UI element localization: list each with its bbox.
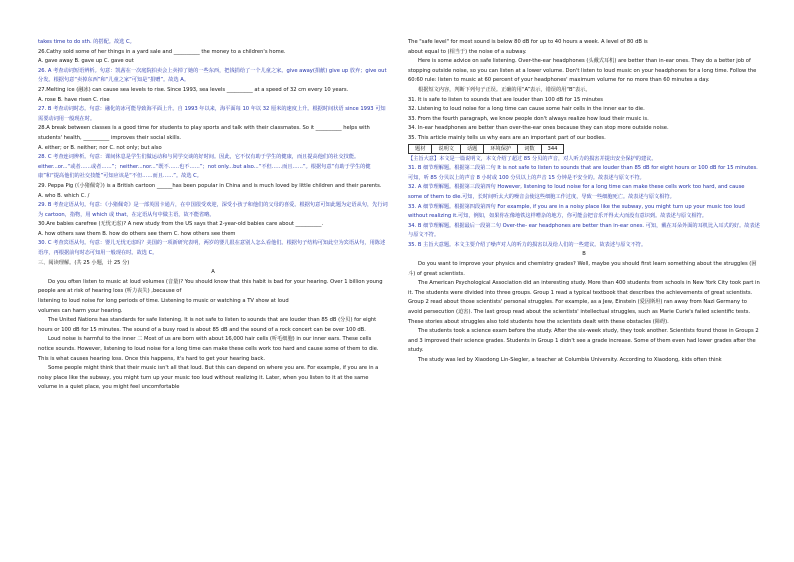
text-paragraph: Do you want to improve your physics and chemistry grades? Well, maybe you should first learn something about the struggles (困斗) of great scientists.: [408, 261, 757, 277]
info-cell: 词数: [518, 144, 541, 153]
info-cell: 环境保护: [484, 144, 518, 153]
text-paragraph: The study was led by Xiaodong Lin-Siegler, a teacher at Columbia University. According to Xiaodong, kids often think: [418, 357, 722, 363]
text-paragraph: takes time to do sth. 的搭配。故选 C。: [38, 39, 135, 45]
info-cell: 题材: [409, 144, 432, 153]
text-paragraph: Loud noise is harmful to the inner 二 Most of us are born with about 16,000 hair cells (听毛细胞) in our inner ears. These cells notice sounds. However, listening to loud noise for a long time can make these cells work too hard and cause some of them to die. This is what causes hearing loss. Once this happens, it's hard to get your hearing back.: [38, 336, 379, 362]
text-paragraph: Some people might think that their music isn't all that loud. But this can depend on where you are. For example, if you are in a noisy place like the subway, you might turn up your music too loud without realizing it. Later, when you listen to it at the same volume in a quiet place, you might feel uncomfortable: [38, 365, 379, 391]
left-column: [38, 38, 388, 393]
text-paragraph: 三、阅读理解。(共 25 小题，计 25 分): [38, 259, 130, 266]
text-paragraph: 32. A 细节理解题。根据第三段第四句 However, listening to loud noise for a long time can make these cells work too hard, and cause some of them to die.可知，长时间听太大的噪音会使这些细胞工作过度，导致一些细胞死亡。故表述与原文相符。: [408, 184, 745, 200]
text-paragraph: 26. A 考查动词短语辨析。句意：凯茜在一次庭院拍卖会上卖掉了她的一些东西，把钱捐给了一个儿童之家。give away(捐献) give up 放弃；give out 分发。根据句意“卖掉东西”和“儿童之家”可知是“捐赠”。故选 A。: [38, 67, 387, 84]
text-paragraph: 35. This article mainly tells us why ears are an important part of our bodies.: [408, 134, 606, 141]
text-paragraph: 27. B 考查动词时态。句意：融化的冰可能导致海平面上升。自 1993 年以来，海平面每 10 年以 32 厘米的速度上升。根据时间状语 since 1993 可知需要动词用一般现在时。: [38, 106, 386, 122]
text-paragraph: 【主旨大意】本文是一篇说明文，本文介绍了超过 85 分贝的声音，对人听力的损害并提出安全保护的建议。: [408, 155, 657, 162]
text-paragraph: 30.Are babies carefree (无忧无虑)? A new study from the US says that 2-year-old babies care about __________.: [38, 221, 324, 228]
text-paragraph: listening to loud noise for long periods of time. Listening to music or watching a TV show at loud: [38, 298, 289, 305]
text-paragraph: The "safe level" for most sound is below 80 dB for up to 40 hours a week. A level of 80 dB is: [408, 39, 648, 45]
text-paragraph: volumes can harm your hearing.: [38, 307, 123, 314]
text-paragraph: A: [211, 269, 215, 276]
info-cell: 说明文: [432, 144, 461, 153]
text-paragraph: 29. Peppa Pig (《小猪佩奇》) is a British cartoon ______has been popular in China and is much loved by little children and their parents.: [38, 182, 382, 189]
text-paragraph: 33. From the fourth paragraph, we know people don't always realize how loud their music is.: [408, 115, 649, 122]
text-paragraph: 33. A 细节理解题。根据第四段第四句 For example, if you are in a noisy place like the subway, you might turn up your music too loud without realizing it.可知，例如，如果你在像地铁这样嘈杂的地方，你可能会把音乐开得太大而没有意识到。故表述与原文相符。: [408, 203, 745, 220]
text-paragraph: 34. In-ear headphones are better than over-the-ear ones because they can stop more outside noise.: [408, 125, 669, 132]
passage-info-table: [408, 144, 564, 154]
text-paragraph: 34. B 细节理解题。根据最后一段第二句 Over-the- ear headphones are better than in-ear ones. 可知，戴在耳朵外面的耳机比入耳式的好。故表述与原文不符。: [408, 222, 760, 239]
text-paragraph: A. gave away B. gave up C. gave out: [38, 58, 134, 65]
text-paragraph: A. who B. which C. /: [38, 192, 90, 199]
text-paragraph: Do you often listen to music at loud volumes (音量)? You should know that this habit is bad for your hearing. Over 1 billion young people are at risk of hearing loss (听力丧失) ,because of: [38, 278, 383, 295]
text-paragraph: 27.Melting ice (融冰) can cause sea levels to rise. Since 1993, sea levels __________ at a speed of 32 cm every 10 years.: [38, 86, 349, 93]
text-paragraph: about equal to (相当于) the noise of a subway.: [408, 48, 527, 55]
text-paragraph: 28. C 考查连词辨析。句意：课间休息是学生们做运动和与同学交谈的好时间。因此，它不仅有助于学生的健康，而且提高他们的社交技能。either...or...“或者……或者……”；neither...nor...“既不……也不……”；not only...but also...“不但……而且……”。根据句意“有助于学生的健康”和“提高他们的社交技能”可知应该是“不但……而且……”。故选 C。: [38, 154, 371, 180]
text-paragraph: A. rose B. have risen C. rise: [38, 96, 110, 103]
text-paragraph: 31. B 细节理解题。根据第二段第二句 It is not safe to listen to sounds that are louder than 85 dB for eight hours or 100 dB for 15 minutes.可知，听 85 分贝以上的声音 8 小时或 100 分贝以上的声音 15 分钟是不安全的。故表述与原文不符。: [408, 165, 758, 181]
text-paragraph: Here is some advice on safe listening. Over-the-ear headphones (头戴式耳机) are better than in-ear ones. They do a better job of stopping outside noise, so you can listen at a lower volume. Don't listen to loud music on your headphones for a long time. Follow the 60:60 rule: listen to music at 60 percent of your headphones' maximum volume for no more than 60 minutes a day.: [408, 58, 757, 84]
text-paragraph: A. how others saw them B. how do others see them C. how others see them: [38, 230, 236, 237]
text-paragraph: 32. Listening to loud noise for a long time can cause some hair cells in the inner ear to die.: [408, 106, 645, 113]
text-paragraph: B: [582, 251, 586, 258]
info-cell: 344: [541, 144, 564, 153]
info-cell: 话题: [460, 144, 483, 153]
text-paragraph: The students took a science exam before the study. After the six-week study, they took another. Scientists found those in Groups 2 and 3 improved their science grades. Students in Group 1 didn't see a grade increase. Some of them even had lower grades after the study.: [408, 328, 759, 354]
text-paragraph: 28.A break between classes is a good time for students to play sports and talk with their classmates. So it __________ helps with students' health, __________ improves their social skills.: [38, 125, 370, 141]
right-column: [408, 38, 760, 366]
text-paragraph: 29. B 考查定语从句。句意：《小猪佩奇》是一部英国卡通片，在中国很受欢迎，深受小孩子和他们的父母的喜爱。根据句意可知此题为定语从句，先行词为 cartoon，指物，用 which 或 that，在定语从句中做主语，故不能省略。: [38, 202, 388, 218]
text-paragraph: The United Nations has standards for safe listening. It is not safe to listen to sounds that are louder than 85 dB (分贝) for eight hours or 100 dB for 15 minutes. The sound of a busy road is about 85 dB and the sound of a rock concert can be over 100 dB.: [38, 317, 377, 333]
text-paragraph: 根据短文内容，判断下列句子正误。正确的用“A”表示，错误的用“B”表示。: [418, 86, 591, 93]
text-paragraph: 31. It is safe to listen to sounds that are louder than 100 dB for 15 minutes: [408, 96, 603, 103]
text-paragraph: The American Psychological Association did an interesting study. More than 400 students from schools in New York City took part in it. The students were divided into three groups. Group 1 read a typical textbook that describes the achievements of great scientists. Group 2 read about those scientists' personal struggles. For example, as a Jew, Einstein (爱因斯坦) ran away from Nazi Germany to avoid persecution (迫害). The last group read about the scientists' intellectual struggles, such as Marie Curie's failed scientific tests. These stories about struggles also told students how the scientists dealt with these obstacles (障碍).: [408, 280, 760, 325]
text-paragraph: 26.Cathy sold some of her things in a yard sale and __________ the money to a children's home.: [38, 48, 286, 55]
text-paragraph: 30. C 考查宾语从句。句意：婴儿无忧无虑吗？美国的一项新研究表明，两岁的婴儿很在意别人怎么看他们。根据句子结构可知此空为宾语从句，用陈述语序，再根据前句时态可知用一般现在时。故选 C。: [38, 240, 386, 257]
text-paragraph: 35. B 主旨大意题。本文主要介绍了噪声对人的听力的损害以及给人们的一些建议。故表述与原文不符。: [408, 241, 647, 248]
text-paragraph: A. either; or B. neither; nor C. not only; but also: [38, 144, 162, 151]
